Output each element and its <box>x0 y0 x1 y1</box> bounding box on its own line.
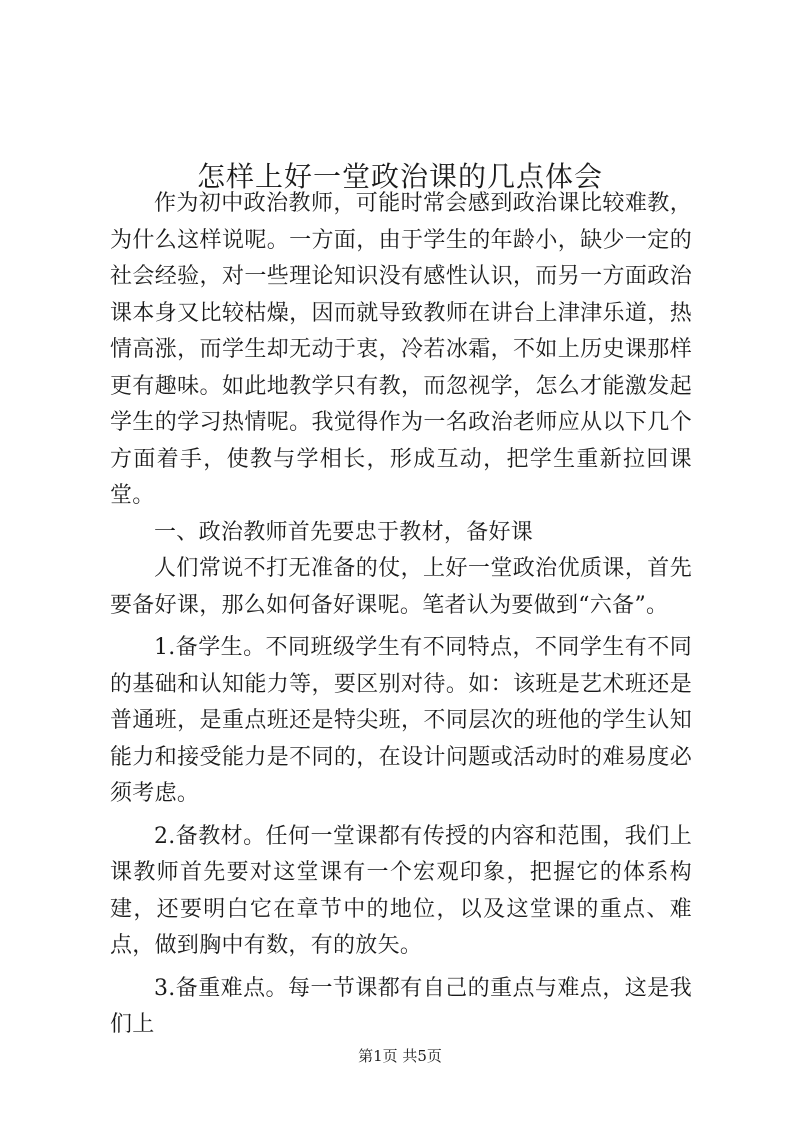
section-heading-1: 一、政治教师首先要忠于教材，备好课 <box>154 519 534 545</box>
paragraph-item-2: 2.备教材。任何一堂课都有传授的内容和范围，我们上课教师首先要对这堂课有一个宏观印象，把握它的体系构建，还要明白它在章节中的地位，以及这堂课的重点、难点，做到胸中有数，有的放矢。 <box>110 823 692 958</box>
document-body <box>110 186 692 1044</box>
page-number-footer: 第1页 共5页 <box>358 1047 442 1065</box>
document-title: 怎样上好一堂政治课的几点体会 <box>196 159 603 193</box>
paragraph-intro: 作为初中政治教师，可能时常会感到政治课比较难教，为什么这样说呢。一方面，由于学生的年龄小，缺少一定的社会经验，对一些理论知识没有感性认识，而另一方面政治课本身又比较枯燥，因而就导致教师在讲台上津津乐道，热情高涨，而学生却无动于衷，冷若冰霜，不如上历史课那样更有趣味。如此地教学只有教，而忽视学，怎么才能激发起学生的学习热情呢。我觉得作为一名政治老师应从以下几个方面着手，使教与学相长，形成互动，把学生重新拉回课堂。 <box>110 191 692 508</box>
paragraph-item-1: 1.备学生。不同班级学生有不同特点，不同学生有不同的基础和认知能力等，要区别对待。如：该班是艺术班还是普通班，是重点班还是特尖班，不同层次的班他的学生认知能力和接受能力是不同的，在设计问题或活动时的难易度必须考虑。 <box>110 635 692 806</box>
paragraph-item-3: 3.备重难点。每一节课都有自己的重点与难点，这是我们上 <box>110 975 692 1037</box>
paragraph-prepare: 人们常说不打无准备的仗，上好一堂政治优质课，首先要备好课，那么如何备好课呢。笔者认为要做到“六备”。 <box>110 556 692 618</box>
